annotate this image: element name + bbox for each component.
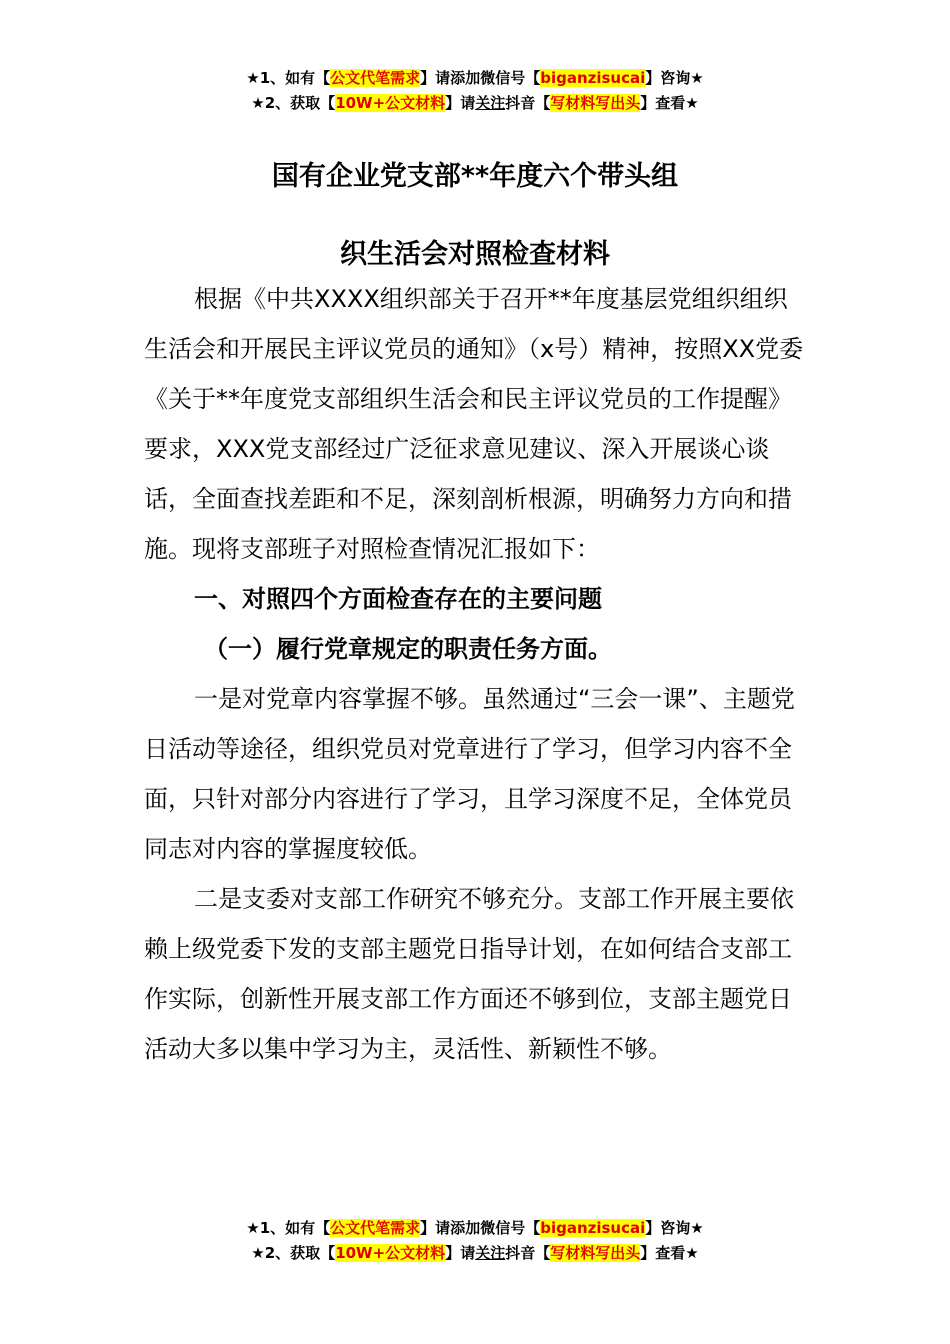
document-title-line-2: 织生活会对照检查材料 (340, 239, 610, 270)
banner-text: 加 (465, 69, 481, 87)
document-title-line-1: 国有企业党支部**年度六个带头组 (271, 161, 679, 192)
banner-text: 关注 (475, 94, 506, 112)
banner-line-2 (0, 91, 950, 116)
highlight-text: 10W+公文材料 (335, 1244, 446, 1262)
bottom-banner (0, 1216, 950, 1266)
banner-text: 】请添 (420, 69, 466, 87)
banner-text: 微信号【 (480, 1219, 541, 1237)
banner-text: 】咨询★ (645, 1219, 704, 1237)
banner-text: 】查看★ (640, 1244, 699, 1262)
highlight-text: 10W+公文材料 (335, 94, 446, 112)
banner-text: 关注 (475, 1244, 506, 1262)
banner-text: 抖音【 (505, 94, 551, 112)
banner-text: 】请添 (420, 1219, 466, 1237)
banner-line-2 (0, 1241, 950, 1266)
body-paragraph: 二是支委对支部工作研究不够充分。支部工作开展主要依赖上级党委下发的支部主题党日指导计划，在如何结合支部工作实际，创新性开展支部工作方面还不够到位，支部主题党日活动大多以集中学习为主，灵活性、新颖性不够。 (144, 885, 794, 1063)
top-banner (0, 66, 950, 116)
banner-text: ★2、获取【 (251, 94, 336, 112)
banner-text: 】请 (445, 94, 476, 112)
document-body (144, 274, 809, 1074)
highlight-text: 公文代笔需求 (330, 69, 421, 87)
subsection-heading: （一）履行党章规定的职责任务方面。 (204, 635, 612, 663)
banner-text: 微信号【 (480, 69, 541, 87)
douyin-id-highlight: 写材料写出头 (550, 1244, 641, 1262)
banner-text: ★1、如有【 (246, 1219, 331, 1237)
highlight-text: 公文代笔需求 (330, 1219, 421, 1237)
banner-text: ★2、获取【 (251, 1244, 336, 1262)
banner-text: 】查看★ (640, 94, 699, 112)
body-paragraph: 一是对党章内容掌握不够。虽然通过“三会一课”、主题党日活动等途径，组织党员对党章进行了学习，但学习内容不全面，只针对部分内容进行了学习，且学习深度不足，全体党员同志对内容的掌握度较低。 (144, 685, 795, 863)
intro-paragraph: 根据《中共XXXX组织部关于召开**年度基层党组织组织生活会和开展民主评议党员的通知》（x号）精神，按照XX党委《关于**年度党支部组织生活会和民主评议党员的工作提醒》要求，XXX党支部经过广泛征求意见建议、深入开展谈心谈话，全面查找差距和不足，深刻剖析根源，明确努力方向和措施。现将支部班子对照检查情况汇报如下： (144, 285, 804, 563)
banner-text: 】咨询★ (645, 69, 704, 87)
douyin-id-highlight: 写材料写出头 (550, 94, 641, 112)
banner-text: 】请 (445, 1244, 476, 1262)
banner-line-1 (0, 1216, 950, 1241)
banner-text: 抖音【 (505, 1244, 551, 1262)
wechat-id-highlight: biganzisucai (540, 1219, 646, 1237)
banner-text: 加 (465, 1219, 481, 1237)
banner-line-1 (0, 66, 950, 91)
banner-text: ★1、如有【 (246, 69, 331, 87)
section-heading: 一、对照四个方面检查存在的主要问题 (194, 585, 602, 613)
wechat-id-highlight: biganzisucai (540, 69, 646, 87)
